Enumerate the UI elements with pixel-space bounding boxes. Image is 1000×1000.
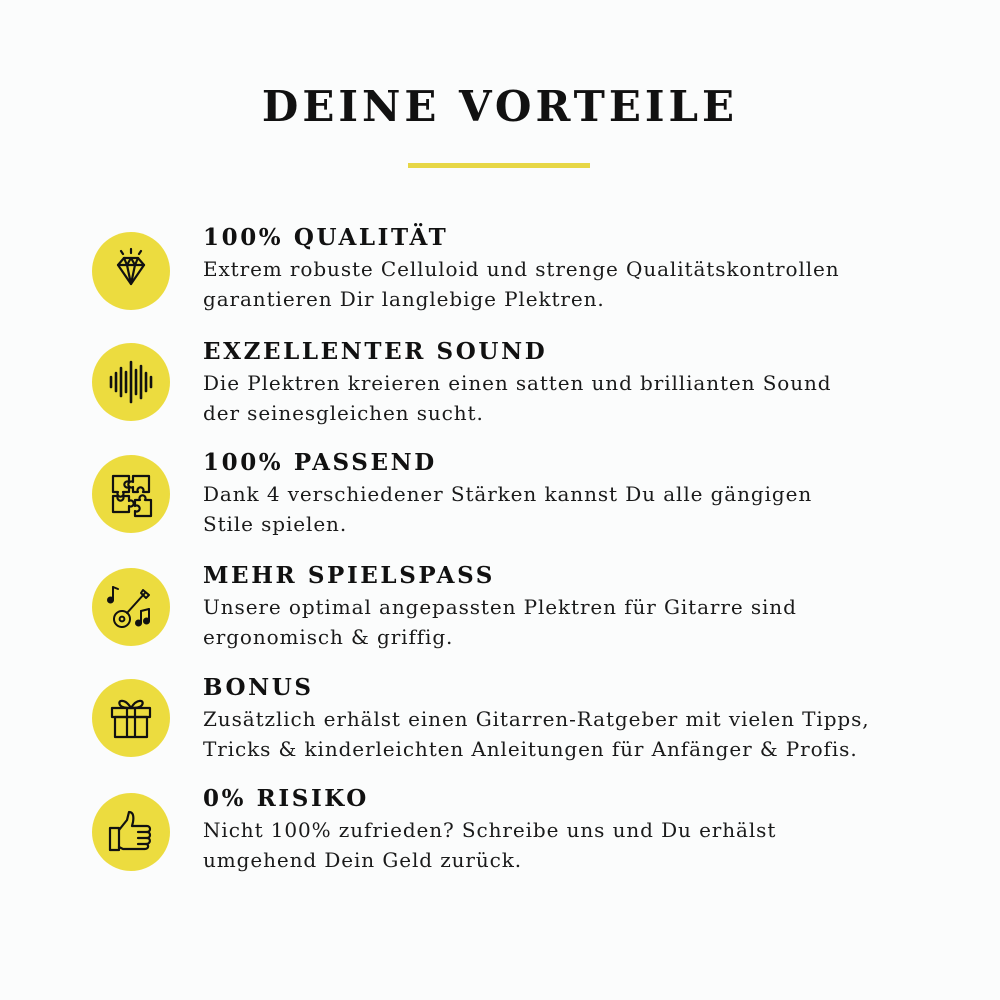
feature-sound [90,338,950,438]
feature-fun [90,562,950,662]
feature-heading: MEHR SPIELSPASS [203,562,495,589]
page-title: DEINE VORTEILE [261,82,739,131]
feature-description: Nicht 100% zufrieden? Schreibe uns und Du erhälst umgehend Dein Geld zurück. [203,818,777,872]
feature-description: Unsere optimal angepassten Plektren für Gitarre sind ergonomisch & griffig. [203,595,797,649]
feature-heading: EXZELLENTER SOUND [203,338,548,365]
title-underline [408,163,590,168]
thumbs-up-icon [92,793,170,871]
feature-fit [90,449,950,549]
feature-quality [90,224,950,324]
feature-description: Extrem robuste Celluloid und strenge Qualitätskontrollen garantieren Dir langlebige Plektren. [203,257,840,311]
diamond-icon [92,232,170,310]
feature-description: Dank 4 verschiedener Stärken kannst Du alle gängigen Stile spielen. [203,482,813,536]
feature-bonus [90,674,950,774]
guitar-notes-icon [92,568,170,646]
feature-heading: BONUS [203,674,314,701]
feature-description: Zusätzlich erhälst einen Gitarren-Ratgeber mit vielen Tipps, Tricks & kinderleichten Anleitungen für Anfänger & Profis. [203,707,870,761]
feature-heading: 100% PASSEND [203,449,437,476]
puzzle-icon [92,455,170,533]
feature-heading: 0% RISIKO [203,785,369,812]
feature-heading: 100% QUALITÄT [203,224,449,251]
feature-risk [90,785,950,885]
feature-description: Die Plektren kreieren einen satten und brillianten Sound der seinesgleichen sucht. [203,371,832,425]
sound-wave-icon [92,343,170,421]
gift-icon [92,679,170,757]
